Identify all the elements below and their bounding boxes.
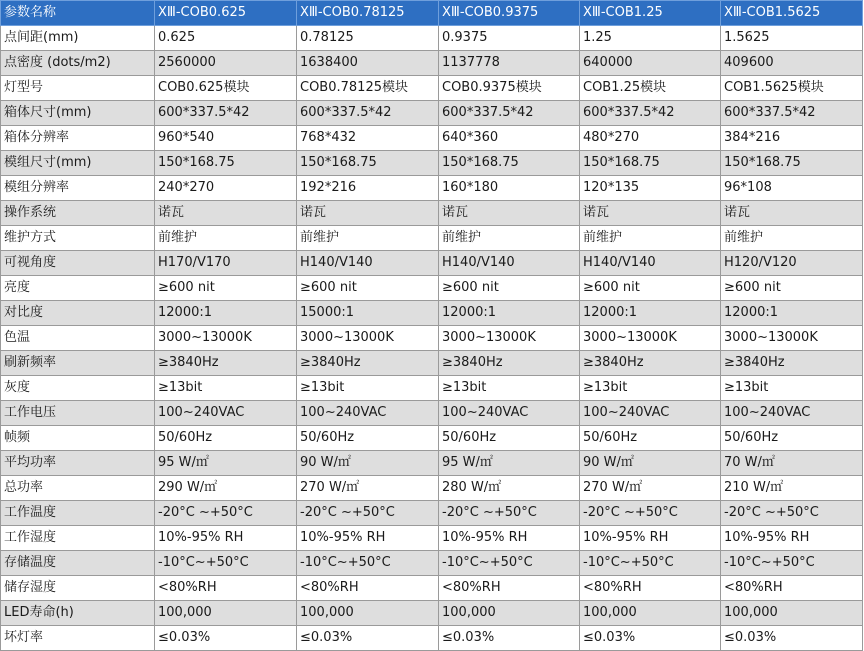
value-cell: 100,000 [155, 601, 297, 626]
value-cell: <80%RH [721, 576, 863, 601]
table-row [1, 151, 863, 176]
value-cell: 1137778 [439, 51, 580, 76]
table-row [1, 101, 863, 126]
row-label-cell: 总功率 [1, 476, 155, 501]
value-cell: COB0.78125模块 [297, 76, 439, 101]
table-row [1, 226, 863, 251]
value-cell: 100~240VAC [297, 401, 439, 426]
value-cell: 768*432 [297, 126, 439, 151]
value-cell: 150*168.75 [721, 151, 863, 176]
value-cell: ≥600 nit [439, 276, 580, 301]
value-cell: H140/V140 [580, 251, 721, 276]
value-cell: -10°C~+50°C [721, 551, 863, 576]
table-row [1, 176, 863, 201]
value-cell: 100~240VAC [155, 401, 297, 426]
table-row [1, 376, 863, 401]
header-cell-model: XⅢ-COB1.5625 [721, 1, 863, 26]
table-row [1, 126, 863, 151]
table-row [1, 526, 863, 551]
table-row [1, 201, 863, 226]
value-cell: 100,000 [439, 601, 580, 626]
value-cell: 150*168.75 [297, 151, 439, 176]
value-cell: ≥13bit [721, 376, 863, 401]
value-cell: 10%-95% RH [580, 526, 721, 551]
row-label-cell: 工作电压 [1, 401, 155, 426]
value-cell: 诺瓦 [155, 201, 297, 226]
table-row [1, 276, 863, 301]
value-cell: 960*540 [155, 126, 297, 151]
value-cell: ≥3840Hz [297, 351, 439, 376]
table-row [1, 601, 863, 626]
value-cell: ≥3840Hz [155, 351, 297, 376]
value-cell: ≥3840Hz [721, 351, 863, 376]
row-label-cell: 工作湿度 [1, 526, 155, 551]
value-cell: -20°C ~+50°C [580, 501, 721, 526]
table-row [1, 426, 863, 451]
value-cell: 120*135 [580, 176, 721, 201]
value-cell: 12000:1 [580, 301, 721, 326]
value-cell: 70 W/㎡ [721, 451, 863, 476]
value-cell: 12000:1 [155, 301, 297, 326]
row-label-cell: 维护方式 [1, 226, 155, 251]
value-cell: 192*216 [297, 176, 439, 201]
value-cell: <80%RH [297, 576, 439, 601]
row-label-cell: 箱体尺寸(mm) [1, 101, 155, 126]
value-cell: 90 W/㎡ [580, 451, 721, 476]
value-cell: 600*337.5*42 [580, 101, 721, 126]
row-label-cell: 坏灯率 [1, 626, 155, 651]
value-cell: ≥600 nit [721, 276, 863, 301]
header-cell-model: XⅢ-COB0.625 [155, 1, 297, 26]
value-cell: 95 W/㎡ [155, 451, 297, 476]
value-cell: 90 W/㎡ [297, 451, 439, 476]
value-cell: <80%RH [439, 576, 580, 601]
row-label-cell: 色温 [1, 326, 155, 351]
value-cell: 3000~13000K [439, 326, 580, 351]
value-cell: 100~240VAC [721, 401, 863, 426]
row-label-cell: 储存湿度 [1, 576, 155, 601]
value-cell: 100,000 [721, 601, 863, 626]
value-cell: ≥13bit [155, 376, 297, 401]
row-label-cell: 亮度 [1, 276, 155, 301]
value-cell: H140/V140 [297, 251, 439, 276]
value-cell: 3000~13000K [721, 326, 863, 351]
header-cell-model: XⅢ-COB0.9375 [439, 1, 580, 26]
value-cell: 270 W/㎡ [580, 476, 721, 501]
value-cell: ≥600 nit [580, 276, 721, 301]
value-cell: 640000 [580, 51, 721, 76]
value-cell: 600*337.5*42 [155, 101, 297, 126]
table-row [1, 301, 863, 326]
row-label-cell: 刷新频率 [1, 351, 155, 376]
value-cell: 50/60Hz [580, 426, 721, 451]
value-cell: 1.25 [580, 26, 721, 51]
value-cell: 15000:1 [297, 301, 439, 326]
value-cell: 480*270 [580, 126, 721, 151]
value-cell: 3000~13000K [155, 326, 297, 351]
table-row [1, 326, 863, 351]
value-cell: ≥13bit [580, 376, 721, 401]
value-cell: 600*337.5*42 [297, 101, 439, 126]
row-label-cell: 操作系统 [1, 201, 155, 226]
row-label-cell: 对比度 [1, 301, 155, 326]
value-cell: H140/V140 [439, 251, 580, 276]
value-cell: 2560000 [155, 51, 297, 76]
value-cell: 50/60Hz [721, 426, 863, 451]
row-label-cell: 帧频 [1, 426, 155, 451]
value-cell: 50/60Hz [439, 426, 580, 451]
value-cell: -10°C~+50°C [297, 551, 439, 576]
row-label-cell: LED寿命(h) [1, 601, 155, 626]
table-row [1, 51, 863, 76]
table-row [1, 476, 863, 501]
value-cell: 100~240VAC [439, 401, 580, 426]
row-label-cell: 模组分辨率 [1, 176, 155, 201]
value-cell: 前维护 [297, 226, 439, 251]
value-cell: H170/V170 [155, 251, 297, 276]
row-label-cell: 点密度 (dots/m2) [1, 51, 155, 76]
table-row [1, 401, 863, 426]
value-cell: 640*360 [439, 126, 580, 151]
row-label-cell: 点间距(mm) [1, 26, 155, 51]
row-label-cell: 灯型号 [1, 76, 155, 101]
table-row [1, 501, 863, 526]
value-cell: 12000:1 [439, 301, 580, 326]
table-row [1, 451, 863, 476]
value-cell: 1.5625 [721, 26, 863, 51]
value-cell: ≤0.03% [297, 626, 439, 651]
value-cell: 前维护 [439, 226, 580, 251]
value-cell: 诺瓦 [439, 201, 580, 226]
row-label-cell: 灰度 [1, 376, 155, 401]
value-cell: ≥3840Hz [580, 351, 721, 376]
table-row [1, 551, 863, 576]
header-row [1, 1, 863, 26]
value-cell: 10%-95% RH [297, 526, 439, 551]
table-row [1, 576, 863, 601]
value-cell: 409600 [721, 51, 863, 76]
value-cell: 384*216 [721, 126, 863, 151]
value-cell: 150*168.75 [439, 151, 580, 176]
value-cell: 150*168.75 [580, 151, 721, 176]
value-cell: -10°C~+50°C [580, 551, 721, 576]
value-cell: 100,000 [297, 601, 439, 626]
value-cell: 0.625 [155, 26, 297, 51]
table-body [1, 26, 863, 651]
value-cell: 100,000 [580, 601, 721, 626]
value-cell: ≤0.03% [439, 626, 580, 651]
value-cell: 96*108 [721, 176, 863, 201]
value-cell: -20°C ~+50°C [297, 501, 439, 526]
value-cell: ≤0.03% [721, 626, 863, 651]
value-cell: 0.78125 [297, 26, 439, 51]
value-cell: -10°C~+50°C [155, 551, 297, 576]
value-cell: 270 W/㎡ [297, 476, 439, 501]
table-row [1, 351, 863, 376]
value-cell: 前维护 [721, 226, 863, 251]
value-cell: ≤0.03% [580, 626, 721, 651]
value-cell: 10%-95% RH [439, 526, 580, 551]
value-cell: COB0.625模块 [155, 76, 297, 101]
value-cell: 600*337.5*42 [439, 101, 580, 126]
value-cell: 3000~13000K [297, 326, 439, 351]
value-cell: 160*180 [439, 176, 580, 201]
value-cell: 240*270 [155, 176, 297, 201]
value-cell: 10%-95% RH [155, 526, 297, 551]
value-cell: 600*337.5*42 [721, 101, 863, 126]
value-cell: <80%RH [155, 576, 297, 601]
header-cell-model: XⅢ-COB0.78125 [297, 1, 439, 26]
row-label-cell: 工作温度 [1, 501, 155, 526]
value-cell: 前维护 [580, 226, 721, 251]
value-cell: COB1.5625模块 [721, 76, 863, 101]
header-cell-parameter-name: 参数名称 [1, 1, 155, 26]
value-cell: 280 W/㎡ [439, 476, 580, 501]
value-cell: ≥3840Hz [439, 351, 580, 376]
value-cell: 10%-95% RH [721, 526, 863, 551]
table-header [1, 1, 863, 26]
value-cell: 210 W/㎡ [721, 476, 863, 501]
value-cell: 150*168.75 [155, 151, 297, 176]
value-cell: -20°C ~+50°C [721, 501, 863, 526]
value-cell: H120/V120 [721, 251, 863, 276]
value-cell: ≥600 nit [155, 276, 297, 301]
row-label-cell: 平均功率 [1, 451, 155, 476]
table-row [1, 26, 863, 51]
value-cell: <80%RH [580, 576, 721, 601]
value-cell: -20°C ~+50°C [155, 501, 297, 526]
value-cell: 50/60Hz [155, 426, 297, 451]
value-cell: 前维护 [155, 226, 297, 251]
value-cell: 诺瓦 [580, 201, 721, 226]
value-cell: 50/60Hz [297, 426, 439, 451]
value-cell: ≥600 nit [297, 276, 439, 301]
row-label-cell: 模组尺寸(mm) [1, 151, 155, 176]
value-cell: 3000~13000K [580, 326, 721, 351]
row-label-cell: 可视角度 [1, 251, 155, 276]
value-cell: 诺瓦 [297, 201, 439, 226]
table-row [1, 76, 863, 101]
table-row [1, 626, 863, 651]
value-cell: COB0.9375模块 [439, 76, 580, 101]
row-label-cell: 箱体分辨率 [1, 126, 155, 151]
value-cell: 诺瓦 [721, 201, 863, 226]
value-cell: ≤0.03% [155, 626, 297, 651]
value-cell: -20°C ~+50°C [439, 501, 580, 526]
value-cell: 12000:1 [721, 301, 863, 326]
table-row [1, 251, 863, 276]
value-cell: COB1.25模块 [580, 76, 721, 101]
value-cell: 95 W/㎡ [439, 451, 580, 476]
value-cell: 100~240VAC [580, 401, 721, 426]
value-cell: 1638400 [297, 51, 439, 76]
value-cell: 290 W/㎡ [155, 476, 297, 501]
row-label-cell: 存储温度 [1, 551, 155, 576]
value-cell: ≥13bit [297, 376, 439, 401]
value-cell: 0.9375 [439, 26, 580, 51]
header-cell-model: XⅢ-COB1.25 [580, 1, 721, 26]
value-cell: ≥13bit [439, 376, 580, 401]
value-cell: -10°C~+50°C [439, 551, 580, 576]
